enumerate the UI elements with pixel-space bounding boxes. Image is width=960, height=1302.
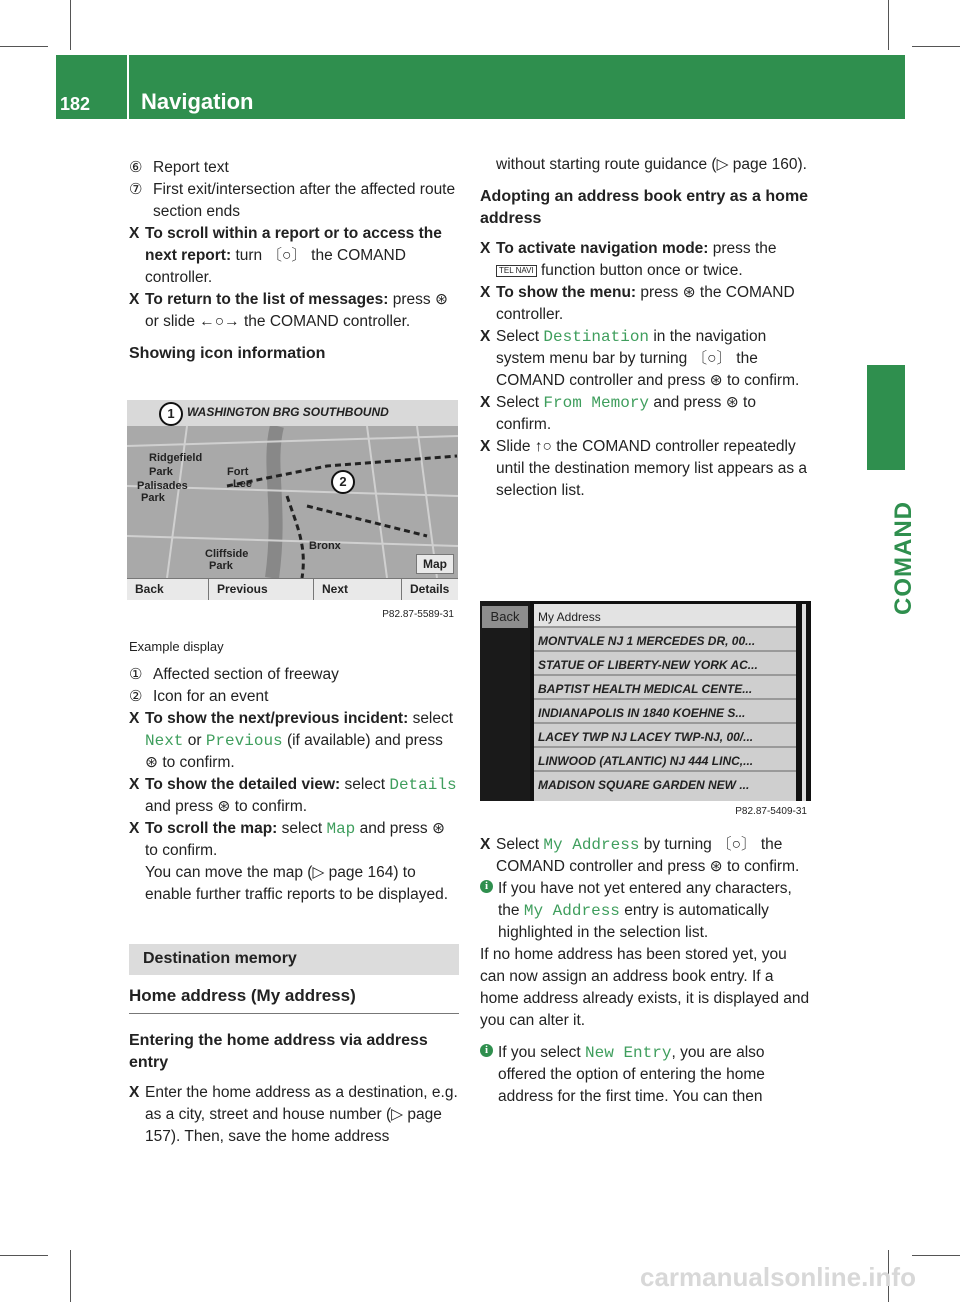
figure-ref: P82.87-5589-31 xyxy=(382,609,454,620)
step-select-destination: X Select Destination in the navigation system menu bar by turning 〔○〕 the COMAND controller and press ⊛ to confirm. xyxy=(480,328,800,389)
place-label: Bronx xyxy=(309,540,341,552)
list-item[interactable]: LINWOOD (ATLANTIC) NJ 444 LINC,... xyxy=(534,748,796,772)
place-label: Park xyxy=(141,492,165,504)
details-button[interactable]: Details xyxy=(410,582,450,596)
heading-home-address: Home address (My address) xyxy=(129,975,459,1014)
place-label: Palisades xyxy=(137,480,188,492)
info-icon: i xyxy=(480,880,493,893)
left-column-lower xyxy=(129,628,459,1148)
info-icon: i xyxy=(480,1044,493,1057)
paragraph-home-address: If no home address has been stored yet, you can now assign an address book entry. If a home address already exists, it is displayed and you can alter it. xyxy=(480,946,810,1029)
step-scroll-map: X To scroll the map: select Map and press ⊛ to confirm. You can move the map (▷ page 164) to enable further traffic reports to be displayed. xyxy=(129,820,448,903)
heading-adopting: Adopting an address book entry as a home address xyxy=(480,188,809,227)
controller-press-icon: ⊛ xyxy=(682,284,696,301)
right-column-lower xyxy=(480,834,812,1108)
place-label: Fort xyxy=(227,466,249,478)
section-title: Navigation xyxy=(141,89,254,114)
section-destination-memory: Destination memory xyxy=(129,944,459,975)
place-label: Lee xyxy=(233,478,252,490)
scrollbar[interactable] xyxy=(802,604,806,801)
controller-press-icon: ⊛ xyxy=(725,394,739,411)
controller-press-icon: ⊛ xyxy=(709,372,723,389)
back-button[interactable]: Back xyxy=(127,579,209,600)
place-label: Park xyxy=(149,466,173,478)
controller-press-icon: ⊛ xyxy=(709,858,723,875)
figure-ref-area xyxy=(480,801,811,823)
controller-slide-icon: ←○→ xyxy=(199,313,240,330)
list-item[interactable]: STATUE OF LIBERTY-NEW YORK AC... xyxy=(534,652,796,676)
next-button[interactable]: Next xyxy=(314,579,402,600)
place-label: Park xyxy=(209,560,233,572)
traffic-map-screenshot xyxy=(127,400,458,622)
crop-mark xyxy=(0,46,48,47)
legend-item-2: ② Icon for an event xyxy=(129,688,269,705)
controller-press-icon: ⊛ xyxy=(145,754,158,771)
place-label: Cliffside xyxy=(205,548,249,560)
controller-turn-icon: 〔○〕 xyxy=(691,350,732,367)
controller-slide-up-icon: ↑○ xyxy=(534,438,552,455)
heading-icon-info: Showing icon information xyxy=(129,345,326,362)
crop-mark xyxy=(70,0,71,50)
map-area xyxy=(127,426,458,578)
controller-press-icon: ⊛ xyxy=(217,798,231,815)
tel-navi-icon: TEL NAVI xyxy=(496,265,537,277)
crop-mark xyxy=(912,1255,960,1256)
watermark: carmanualsonline.info xyxy=(640,1262,916,1292)
info-note-2: i If you select New Entry, you are also offered the option of entering the home address for the first time. You can then xyxy=(480,1042,812,1108)
legend-item-7: ⑦ First exit/intersection after the affected route section ends xyxy=(129,181,456,220)
legend-item-1: ① Affected section of freeway xyxy=(129,666,339,683)
list-item[interactable]: LACEY TWP NJ LACEY TWP-NJ, 00/... xyxy=(534,724,796,748)
list-item-my-address[interactable]: My Address xyxy=(534,604,796,628)
step-show-menu: X To show the menu: press ⊛ the COMAND controller. xyxy=(480,284,795,323)
step-scroll-report: X To scroll within a report or to access the next report: turn 〔○〕 the COMAND controller. xyxy=(129,225,442,286)
step-next-previous: X To show the next/previous incident: select Next or Previous (if available) and press ⊛ to confirm. xyxy=(129,710,454,771)
step-slide-controller: X Slide ↑○ the COMAND controller repeatedly until the destination memory list appears as a selection list. xyxy=(480,438,808,499)
figure-ref: P82.87-5409-31 xyxy=(735,806,807,817)
map-button-bar xyxy=(127,578,458,600)
crop-mark xyxy=(888,0,889,50)
heading-entering-home: Entering the home address via address entry xyxy=(129,1032,428,1071)
callout-2: 2 xyxy=(331,470,355,494)
addr-left-panel xyxy=(480,601,530,801)
crop-mark xyxy=(70,1250,71,1302)
crop-mark xyxy=(0,1255,48,1256)
legend-item-6: ⑥ Report text xyxy=(129,159,229,176)
right-column xyxy=(480,154,812,502)
controller-press-icon: ⊛ xyxy=(431,820,445,837)
continued-text: without starting route guidance (▷ page 160). xyxy=(496,156,807,173)
list-item[interactable]: MADISON SQUARE GARDEN NEW ... xyxy=(538,778,750,792)
step-detailed-view: X To show the detailed view: select Details and press ⊛ to confirm. xyxy=(129,776,457,815)
header-separator xyxy=(127,55,129,119)
step-from-memory: X Select From Memory and press ⊛ to confirm. xyxy=(480,394,756,433)
place-label: Ridgefield xyxy=(149,452,203,464)
callout-1: 1 xyxy=(159,402,183,426)
map-title-bar: WASHINGTON BRG SOUTHBOUND xyxy=(127,400,458,426)
step-activate-nav: X To activate navigation mode: press the TEL NAVI function button once or twice. xyxy=(480,240,777,279)
previous-button[interactable]: Previous xyxy=(209,579,314,600)
controller-press-icon: ⊛ xyxy=(434,291,448,308)
list-item[interactable]: MONTVALE NJ 1 MERCEDES DR, 00... xyxy=(534,628,796,652)
crop-mark xyxy=(912,46,960,47)
info-note-1: i If you have not yet entered any characters, the My Address entry is automatically highlighted in the selection list. xyxy=(480,878,812,944)
chapter-label: COMAND xyxy=(890,501,917,615)
figure-caption: Example display xyxy=(129,639,224,654)
list-item[interactable]: BAPTIST HEALTH MEDICAL CENTE... xyxy=(534,676,796,700)
controller-turn-icon: 〔○〕 xyxy=(266,247,307,264)
step-return-list: X To return to the list of messages: press ⊛ or slide ←○→ the COMAND controller. xyxy=(129,291,448,330)
page-number: 182 xyxy=(60,94,91,114)
list-item[interactable]: INDIANAPOLIS IN 1840 KOEHNE S... xyxy=(534,700,796,724)
side-tab xyxy=(895,55,905,119)
step-enter-home: X Enter the home address as a destination, e.g. as a city, street and house number (▷ page 157). Then, save the home address xyxy=(129,1084,458,1145)
map-button[interactable]: Map xyxy=(416,554,454,574)
map-roads xyxy=(127,426,458,578)
controller-turn-icon: 〔○〕 xyxy=(716,836,757,853)
left-column xyxy=(129,157,459,373)
step-select-my-address: X Select My Address by turning 〔○〕 the COMAND controller and press ⊛ to confirm. xyxy=(480,836,800,875)
address-list xyxy=(534,604,796,801)
back-button[interactable]: Back xyxy=(482,606,528,628)
address-book-screenshot xyxy=(480,601,811,823)
